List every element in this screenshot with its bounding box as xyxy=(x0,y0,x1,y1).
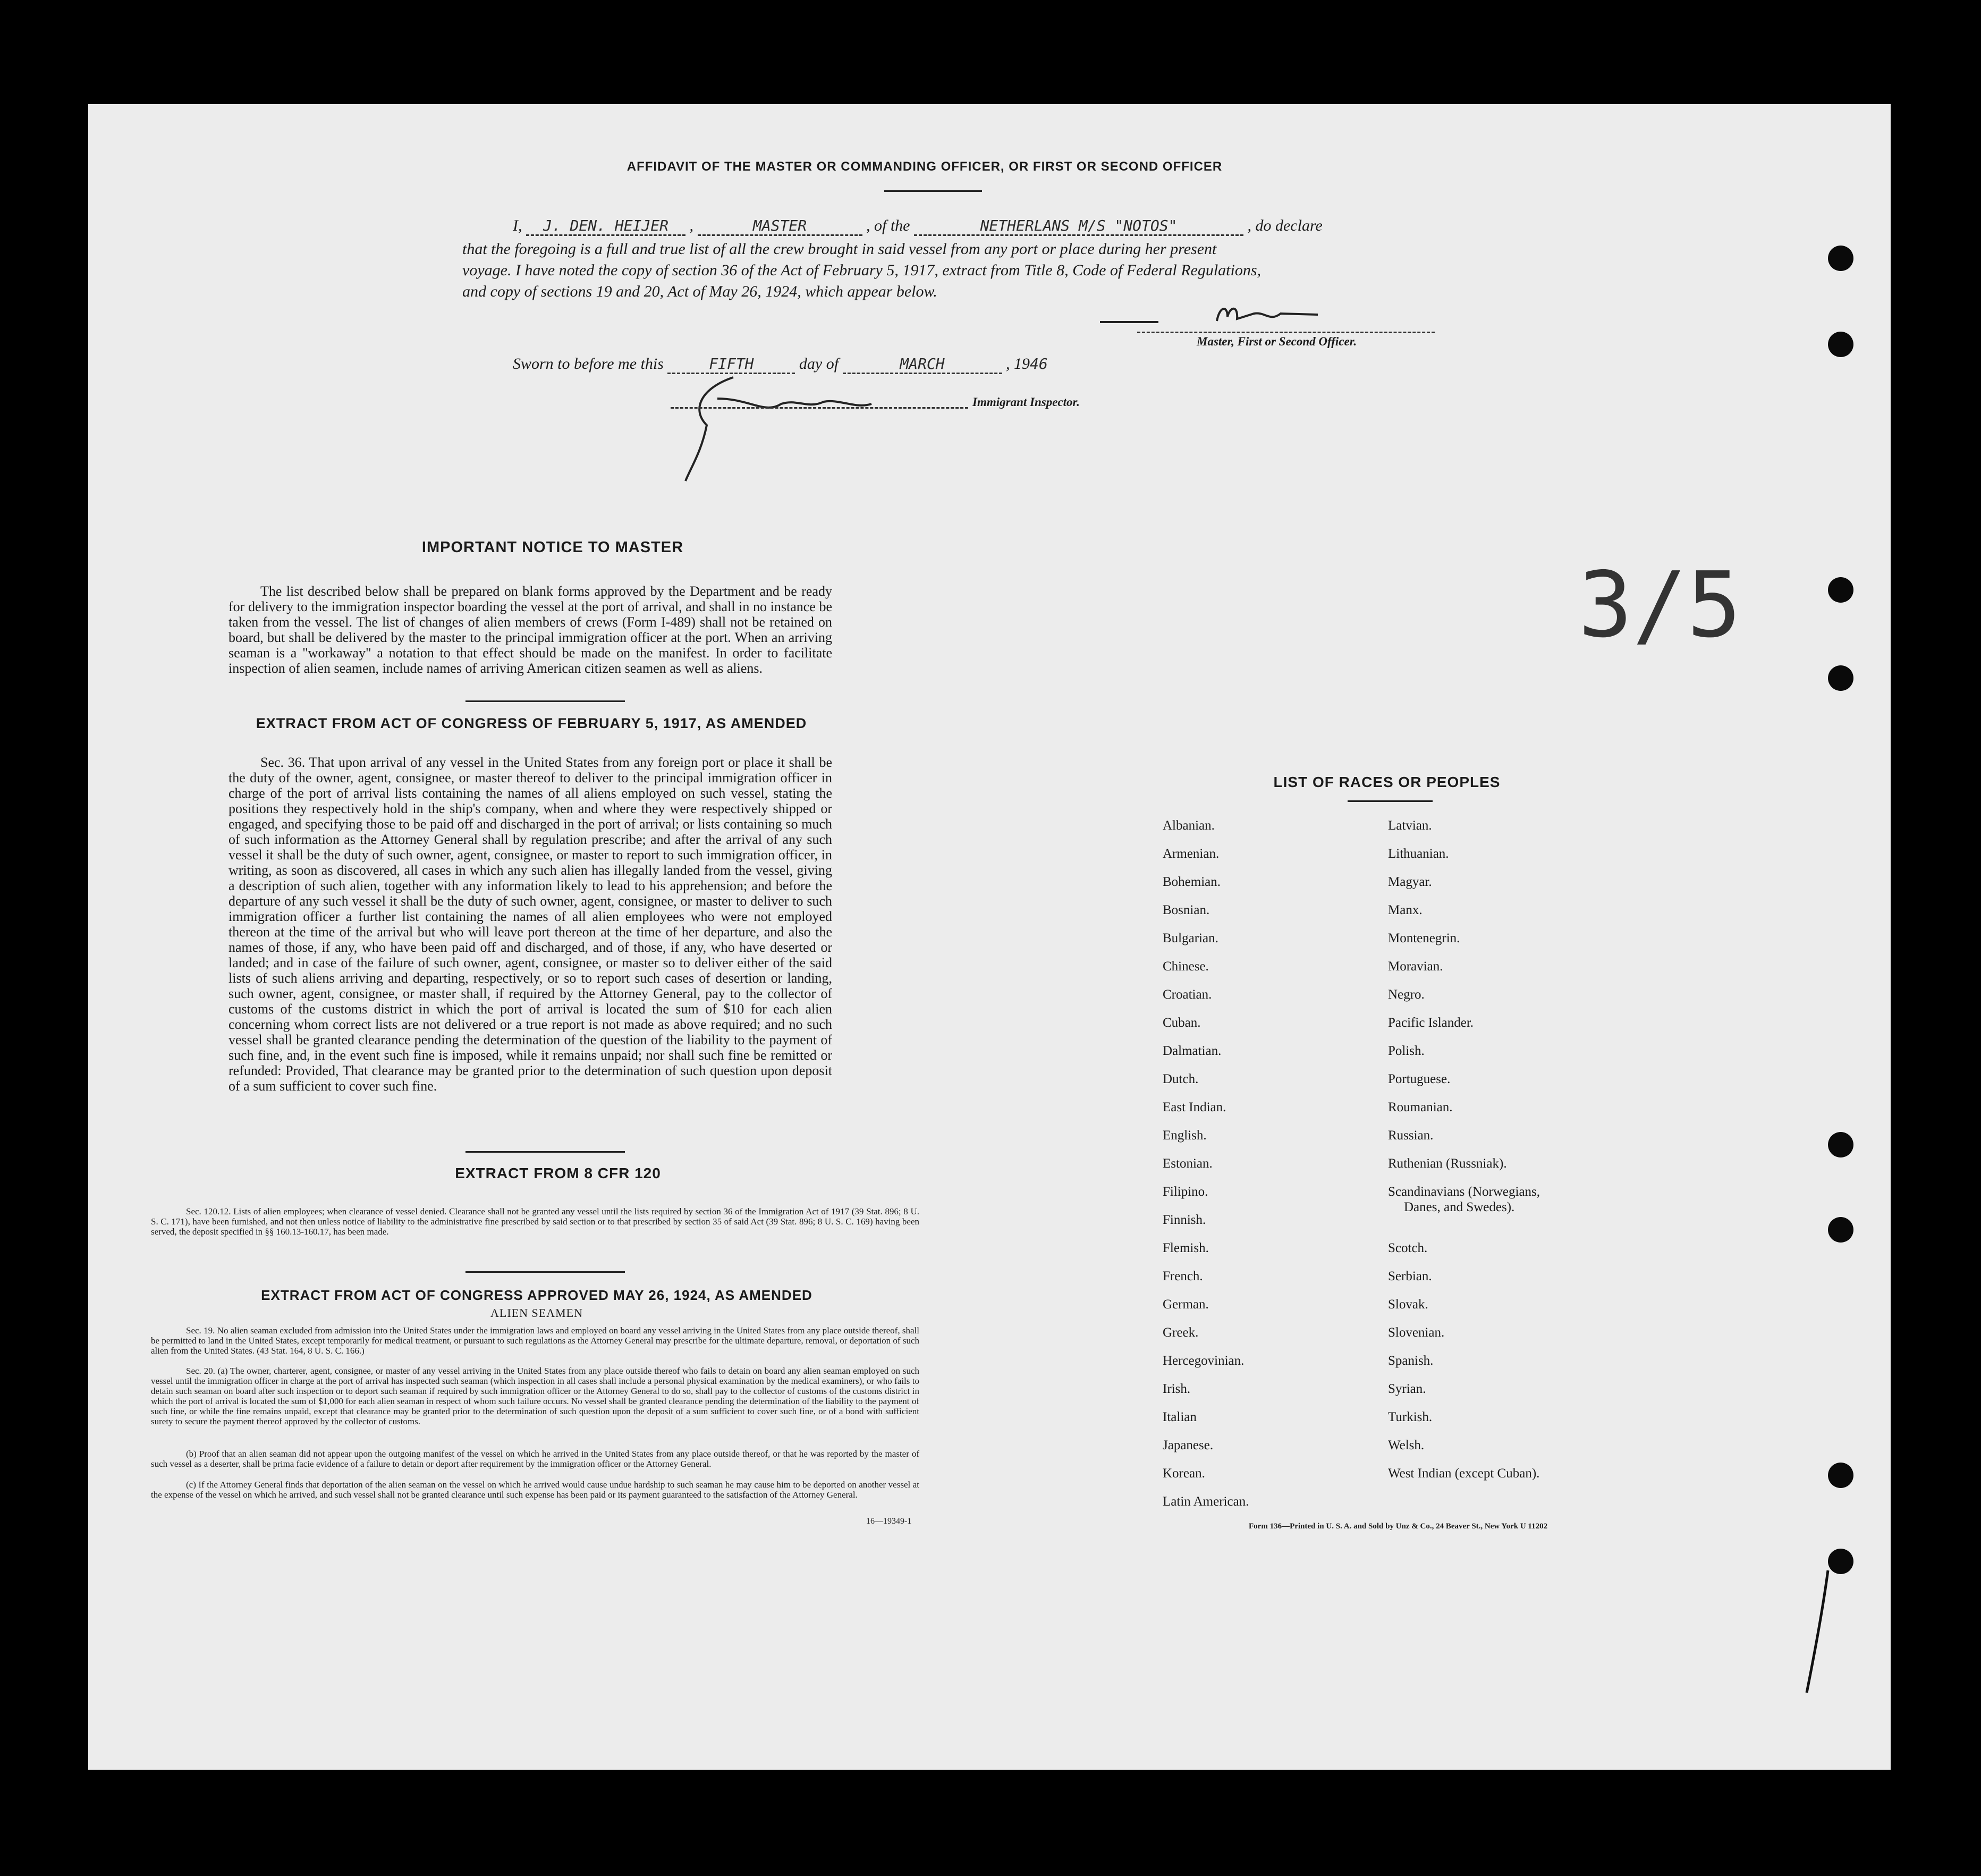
sec-20a-text: Sec. 20. (a) The owner, charterer, agent, consignee, or master of any vessel arriving in the United States from any place outside thereof who fails to detain on board any alien seaman employed on such vessel until the immigration officer in charge at the port of arrival has inspected such seaman (which inspection in all cases shall include a personal physical examination by the medical examiners), or who fails to detain such seaman on board after such inspection or to deport such seaman if required by such immigration officer or the Attorney General to do so, shall pay to the collector of customs of the customs district in which the port of arrival is located the sum of $1,000 for each alien seaman in respect of whom such failure occurs. No vessel shall be granted clearance pending the determination of the liability to the payment of such fine, or while the fine remains unpaid, except that clearance may be granted prior to the determination of such question upon the deposit of a sum sufficient to cover such fine, or of a bond with sufficient surety to secure the payment thereof approved by the collector of customs. xyxy=(151,1366,919,1426)
sec-20b-text: (b) Proof that an alien seaman did not appear upon the outgoing manifest of the vessel on which he arrived in the United States from any place outside thereof, or that he was reported by the master of such vessel as a deserter, shall be prima facie evidence of a failure to detain or deport after requirement by the immigration officer or the Attorney General. xyxy=(151,1449,919,1469)
race-item: Slovenian. xyxy=(1388,1325,1445,1340)
races-left-column xyxy=(1163,818,1365,1523)
race-item: Filipino. xyxy=(1163,1185,1208,1199)
race-item: Lithuanian. xyxy=(1388,847,1449,861)
sec-20c-text: (c) If the Attorney General finds that deportation of the alien seaman on the vessel on which he arrived would cause undue hardship to such seaman he may cause him to be deported on another vessel at the expense of the vessel on which he arrived, and such vessel shall not be granted clearance until such expense has been paid or its payment guaranteed to the satisfaction of the Attorney General. xyxy=(151,1480,919,1500)
races-right-column xyxy=(1388,818,1654,1494)
race-item: Ruthenian (Russniak). xyxy=(1388,1156,1507,1171)
signer-label: Master, First or Second Officer. xyxy=(1197,335,1357,348)
race-item: Spanish. xyxy=(1388,1354,1434,1368)
race-item: Korean. xyxy=(1163,1466,1205,1481)
race-item: Danes, and Swedes). xyxy=(1404,1200,1515,1214)
race-item: Albanian. xyxy=(1163,818,1215,833)
form-footer: Form 136—Printed in U. S. A. and Sold by Unz & Co., 24 Beaver St., New York U 11202 xyxy=(1249,1522,1548,1531)
race-item: Montenegrin. xyxy=(1388,931,1460,945)
margin-note: 3/5 xyxy=(1578,553,1742,658)
master-rank: MASTER xyxy=(698,217,862,236)
race-item: Syrian. xyxy=(1388,1382,1426,1396)
sworn-day: FIFTH xyxy=(667,355,795,374)
punch-hole xyxy=(1828,332,1853,357)
race-item: Portuguese. xyxy=(1388,1072,1451,1086)
race-item: Negro. xyxy=(1388,987,1425,1002)
race-item: Dutch. xyxy=(1163,1072,1199,1086)
race-item: Armenian. xyxy=(1163,847,1220,861)
race-item: Pacific Islander. xyxy=(1388,1016,1474,1030)
punch-hole xyxy=(1828,577,1853,603)
race-item: Bohemian. xyxy=(1163,875,1221,889)
affidavit-line4: and copy of sections 19 and 20, Act of May 26, 1924, which appear below. xyxy=(462,283,937,300)
extract-1917-text: Sec. 36. That upon arrival of any vessel in the United States from any foreign port or place it shall be the duty of the owner, agent, consignee, or master thereof to deliver to the principal immigration officer in charge of the port of arrival lists containing the names of all aliens employed on such vessel, stating the positions they respectively hold in the ship's company, when and where they were respectively shipped or engaged, and specifying those to be paid off and discharged in the port of arrival; or lists containing so much of such information as the Attorney General shall by regulation prescribe; and after the arrival of any such vessel it shall be the duty of such owner, agent, consignee, or master to report to such immigration officer, in writing, as soon as discovered, all cases in which any such alien has illegally landed from the vessel, giving a description of such alien, together with any information likely to lead to his apprehension; and before the departure of any such vessel it shall be the duty of such owner, agent, consignee, or master to deliver to such immigration officer a further list containing the names of all alien employees who were not employed thereon at the time of the arrival but who will leave port thereon at the time of her departure, and also the names of those, if any, who have been paid off and discharged, and of those, if any, who have deserted or landed; and in case of the failure of such owner, agent, consignee, or master so to deliver either of the said lists of such aliens arriving and departing, respectively, or so to report such cases of desertion or landing, such owner, agent, consignee, or master shall, if required by the Attorney General, pay to the collector of customs of the customs district in which the port of arrival is located the sum of $10 for each alien concerning whom correct lists are not delivered or a true report is not made as above required; and no such vessel shall be granted clearance pending the determination of the question of the liability to the payment of such fine, and, in the event such fine is imposed, while it remains unpaid; nor shall such fine be remitted or refunded: Provided, That clearance may be granted prior to the determination of such question upon deposit of a sum sufficient to cover such fine. xyxy=(228,755,832,1094)
signature-line xyxy=(1137,332,1435,333)
race-item: Bulgarian. xyxy=(1163,931,1218,945)
punch-hole xyxy=(1828,665,1853,691)
cfr-text: Sec. 120.12. Lists of alien employees; when clearance of vessel denied. Clearance shall not be granted any vessel until the lists required by section 36 of the Immigration Act of 1917 (39 Stat. 896; 8 U. S. C. 171), have been furnished, and not then unless notice of liability to the administrative fine prescribed by said section or to that prescribed by section 35 of said Act (39 Stat. 896; 8 U. S. C. 169) having been served, the deposit specified in §§ 160.13-160.17, has been made. xyxy=(151,1206,919,1237)
race-item: Japanese. xyxy=(1163,1438,1214,1452)
divider xyxy=(465,700,625,702)
master-name: J. DEN. HEIJER xyxy=(526,217,685,236)
race-item: Dalmatian. xyxy=(1163,1044,1222,1058)
cfr-title: EXTRACT FROM 8 CFR 120 xyxy=(455,1165,661,1181)
affidavit-line2: that the foregoing is a full and true list of all the crew brought in said vessel from any port or place during her present xyxy=(462,240,1217,258)
race-item: Slovak. xyxy=(1388,1297,1428,1312)
punch-hole xyxy=(1828,1132,1853,1157)
sworn-month: MARCH xyxy=(843,355,1002,374)
punch-hole xyxy=(1828,1463,1853,1488)
sworn-line: Sworn to before me this FIFTH day of MARCH , 1946 xyxy=(513,355,1048,374)
sec-19-text: Sec. 19. No alien seaman excluded from admission into the United States under the immigration laws and employed on board any vessel arriving in the United States from any place outside thereof, shall be permitted to land in the United States, except temporarily for medical treatment, or pursuant to such regulations as the Attorney General may prescribe for the ultimate departure, removal, or deportation of such alien from the United States. (43 Stat. 164, 8 U. S. C. 166.) xyxy=(151,1325,919,1356)
affidavit-line1: I, J. DEN. HEIJER , MASTER , of the NETHERLANS M/S "NOTOS" , do declare xyxy=(513,217,1469,236)
race-item: Latvian. xyxy=(1388,818,1432,833)
race-item: Turkish. xyxy=(1388,1410,1433,1424)
punch-hole xyxy=(1828,246,1853,271)
punch-hole xyxy=(1828,1217,1853,1243)
affidavit-i: I, xyxy=(513,217,522,234)
race-item: Serbian. xyxy=(1388,1269,1432,1283)
affidavit-title: AFFIDAVIT OF THE MASTER OR COMMANDING OFFICER, OR FIRST OR SECOND OFFICER xyxy=(627,159,1223,174)
race-item: East Indian. xyxy=(1163,1100,1226,1114)
inspector-line xyxy=(671,407,968,409)
notice-title: IMPORTANT NOTICE TO MASTER xyxy=(421,539,684,556)
extract-1924-title: EXTRACT FROM ACT OF CONGRESS APPROVED MAY 26, 1924, AS AMENDED xyxy=(261,1287,812,1303)
extract-1924-subtitle: ALIEN SEAMEN xyxy=(490,1306,583,1320)
race-item: Russian. xyxy=(1388,1128,1434,1143)
race-item: Scandinavians (Norwegians, xyxy=(1388,1185,1540,1199)
inspector-label: Immigrant Inspector. xyxy=(972,395,1080,409)
of-the-text: , of the xyxy=(866,217,910,234)
vessel-name: NETHERLANS M/S "NOTOS" xyxy=(914,217,1243,236)
race-item: Estonian. xyxy=(1163,1156,1213,1171)
race-item: Flemish. xyxy=(1163,1241,1209,1255)
race-item: Latin American. xyxy=(1163,1494,1249,1509)
master-signature xyxy=(1095,295,1328,333)
notice-text: The list described below shall be prepared on blank forms approved by the Department and be ready for delivery to the immigration inspector boarding the vessel at the port of arrival, and shall in no instance be taken from the vessel. The list of changes of alien members of crews (Form I-489) shall not be retained on board, but shall be delivered by the master to the principal immigration officer at the port. When an arriving seaman is a "workaway" a notation to that effect should be made on the manifest. In order to facilitate inspection of alien seamen, include names of arriving American citizen seamen as well as aliens. xyxy=(228,584,832,676)
race-item: German. xyxy=(1163,1297,1209,1312)
affidavit-line3: voyage. I have noted the copy of section 36 of the Act of February 5, 1917, extract from Title 8, Code of Federal Regulations, xyxy=(462,261,1262,279)
race-item: Finnish. xyxy=(1163,1213,1206,1227)
divider xyxy=(1348,800,1433,802)
inspector-signature xyxy=(670,367,914,484)
race-item: Magyar. xyxy=(1388,875,1432,889)
race-item: Roumanian. xyxy=(1388,1100,1453,1114)
race-item: Scotch. xyxy=(1388,1241,1428,1255)
race-item: Cuban. xyxy=(1163,1016,1201,1030)
extract-1917-title: EXTRACT FROM ACT OF CONGRESS OF FEBRUARY 5, 1917, AS AMENDED xyxy=(256,715,807,731)
race-item: French. xyxy=(1163,1269,1203,1283)
race-item: Croatian. xyxy=(1163,987,1212,1002)
divider xyxy=(884,190,982,192)
race-item: Chinese. xyxy=(1163,959,1209,974)
divider xyxy=(465,1151,625,1153)
race-item: West Indian (except Cuban). xyxy=(1388,1466,1540,1481)
races-title: LIST OF RACES OR PEOPLES xyxy=(1273,774,1501,790)
race-item: Polish. xyxy=(1388,1044,1425,1058)
race-item: Irish. xyxy=(1163,1382,1191,1396)
pencil-mark xyxy=(1801,1568,1833,1695)
race-item: Greek. xyxy=(1163,1325,1199,1340)
race-item: Manx. xyxy=(1388,903,1423,917)
sworn-year: 46 xyxy=(1030,355,1048,373)
form-number: 16—19349-1 xyxy=(866,1517,912,1526)
do-declare-text: , do declare xyxy=(1247,217,1323,234)
race-item: Bosnian. xyxy=(1163,903,1210,917)
race-item: Hercegovinian. xyxy=(1163,1354,1245,1368)
race-item: Italian xyxy=(1163,1410,1197,1424)
race-item: English. xyxy=(1163,1128,1207,1143)
race-item: Moravian. xyxy=(1388,959,1443,974)
divider xyxy=(465,1271,625,1273)
race-item: Welsh. xyxy=(1388,1438,1425,1452)
